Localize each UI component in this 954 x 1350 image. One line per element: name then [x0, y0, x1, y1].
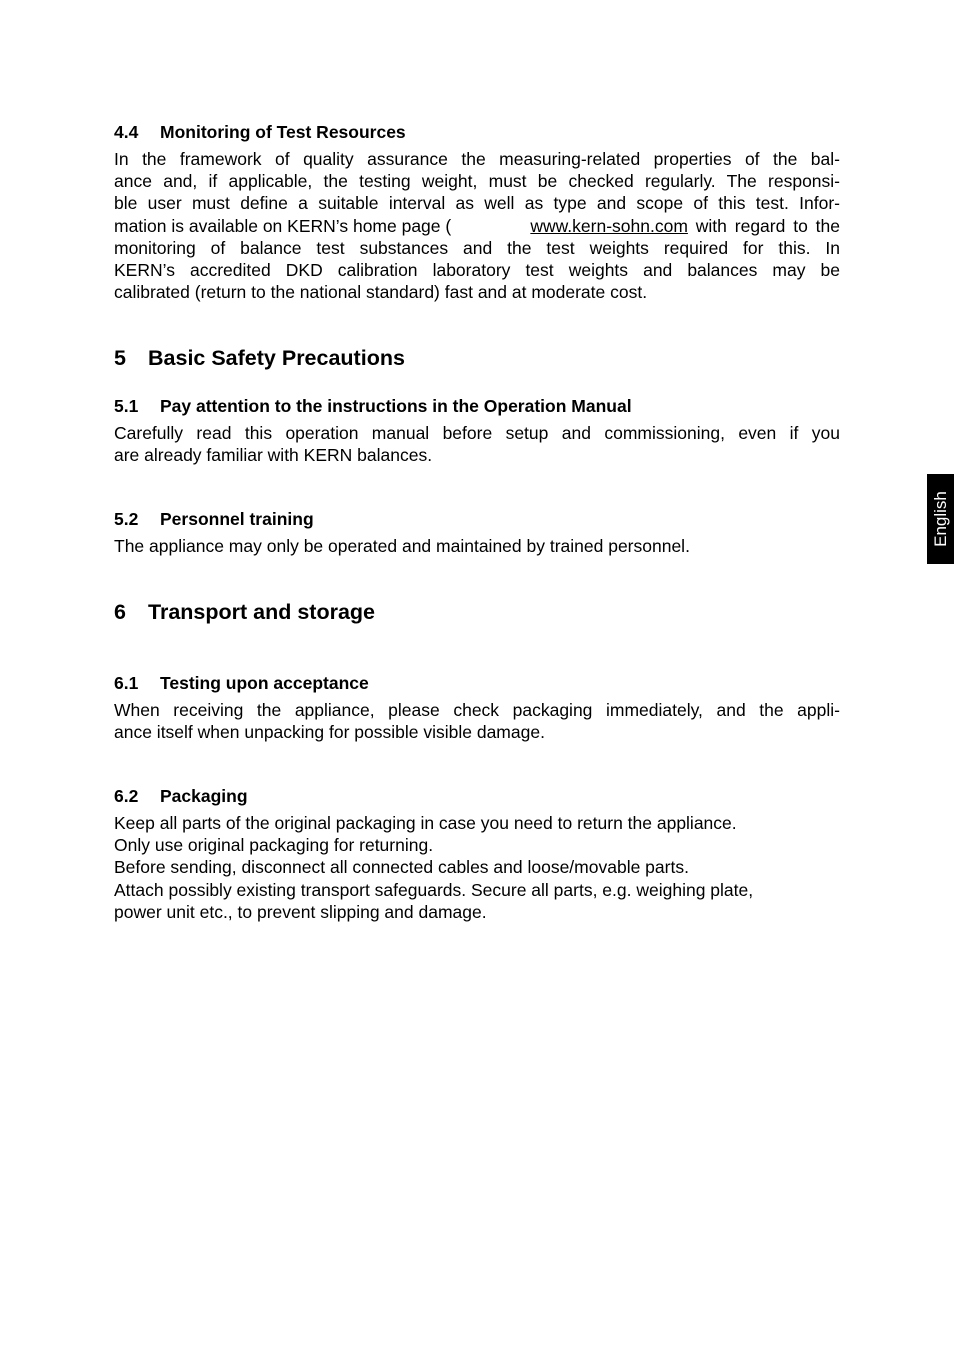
text-line: Attach possibly existing transport safeguards. Secure all parts, e.g. weighing plate, [114, 879, 754, 900]
text-line: Carefully read this operation manual before setup and commissioning, even if you [114, 423, 840, 443]
text-line [114, 215, 840, 237]
heading-title: Personnel training [160, 509, 314, 529]
text-line: Before sending, disconnect all connected cables and loose/movable parts. [114, 857, 689, 878]
paragraph-6-1 [114, 699, 840, 743]
text-part: mation is available on KERN’s home page ( [114, 215, 452, 236]
paragraph-5-2 [114, 535, 840, 557]
text-line: KERN’s accredited DKD calibration laboratory test weights and balances may be [114, 260, 840, 281]
text-line: Only use original packaging for returning. [114, 835, 434, 856]
text-line: ance and, if applicable, the testing weight, must be checked regularly. The responsi- [114, 171, 840, 192]
heading-number: 4.4 [114, 122, 139, 142]
heading-title: Monitoring of Test Resources [160, 122, 406, 142]
text-line: monitoring of balance test substances and the test weights required for this. In [114, 237, 840, 258]
heading-number: 6 [114, 600, 126, 624]
heading-title: Transport and storage [148, 600, 375, 624]
heading-number: 5.2 [114, 509, 139, 529]
text-line: ble user must define a suitable interval as well as type and scope of this test. Infor- [114, 193, 840, 214]
heading-number: 5 [114, 346, 126, 370]
homepage-link[interactable]: www.kern-sohn.com [530, 215, 688, 236]
heading-6-2 [114, 785, 248, 807]
text-segment [114, 215, 524, 237]
heading-title: Testing upon acceptance [160, 673, 369, 693]
heading-5-1 [114, 395, 632, 417]
heading-title: Pay attention to the instructions in the Operation Manual [160, 396, 632, 416]
heading-5 [114, 345, 405, 371]
heading-6 [114, 599, 375, 625]
paragraph-4-4 [114, 148, 840, 303]
heading-title: Packaging [160, 786, 248, 806]
paragraph-5-1 [114, 422, 840, 466]
language-tab-label: English [930, 491, 950, 547]
heading-number: 6.1 [114, 673, 139, 693]
heading-4-4 [114, 121, 406, 143]
heading-number: 5.1 [114, 396, 139, 416]
paragraph-6-2 [114, 812, 840, 923]
heading-5-2 [114, 508, 314, 530]
text-line: ance itself when unpacking for possible visible damage. [114, 722, 545, 743]
text-part: with regard to the [687, 215, 840, 236]
heading-number: 6.2 [114, 786, 139, 806]
language-tab[interactable] [927, 474, 954, 564]
text-line: calibrated (return to the national standard) fast and at moderate cost. [114, 282, 648, 303]
text-line: When receiving the appliance, please check packaging immediately, and the appli- [114, 700, 840, 720]
heading-6-1 [114, 672, 369, 694]
text-line: The appliance may only be operated and maintained by trained personnel. [114, 536, 690, 556]
text-line: Keep all parts of the original packaging in case you need to return the appliance. [114, 813, 737, 833]
text-line: In the framework of quality assurance the measuring-related properties of the bal- [114, 149, 840, 169]
heading-title: Basic Safety Precautions [148, 346, 405, 370]
text-line: power unit etc., to prevent slipping and damage. [114, 901, 487, 922]
text-line: are already familiar with KERN balances. [114, 445, 433, 466]
